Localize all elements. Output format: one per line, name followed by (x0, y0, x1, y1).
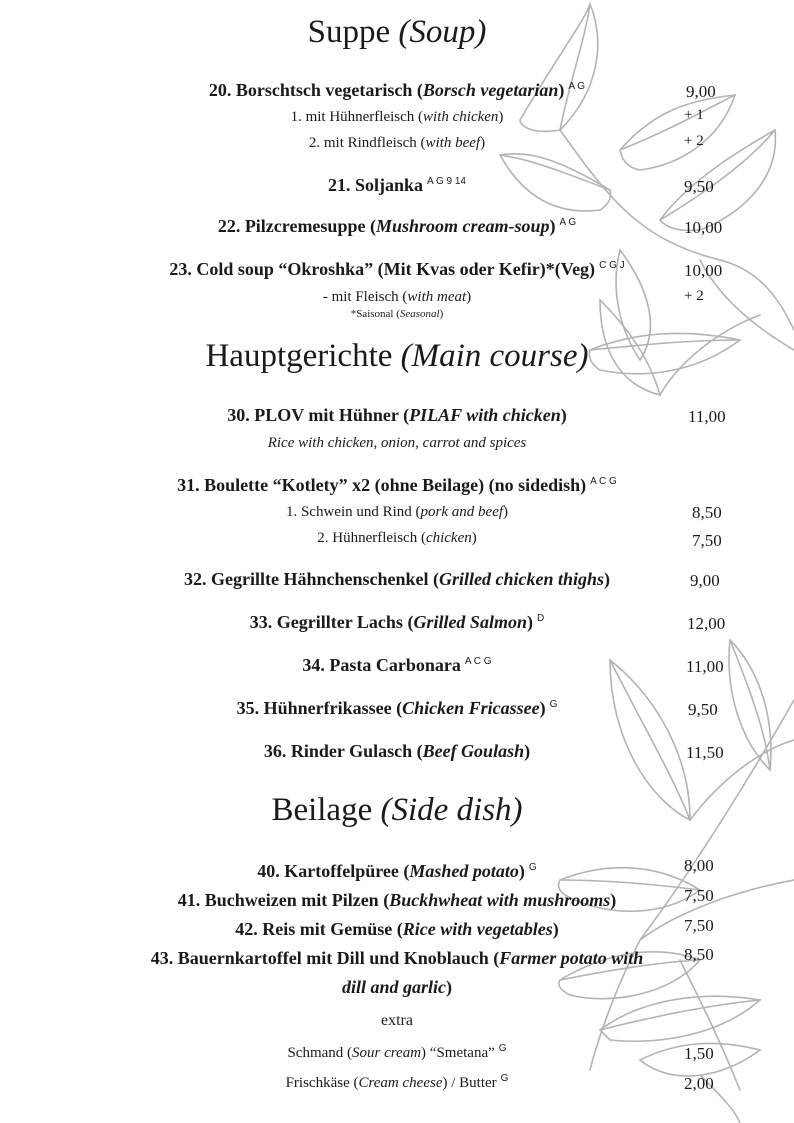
price-20: 9,00 (686, 82, 716, 101)
price-36: 11,50 (686, 743, 724, 762)
extra-item-cream-cheese: Frischkäse (Cream cheese) / Butter $^G$ (285, 1073, 509, 1091)
price-21: 9,50 (684, 177, 714, 196)
menu-item-36: 36. Rinder Gulasch (Beef Goulash) (263, 741, 531, 761)
price-30: 11,00 (688, 407, 726, 426)
price-31-pork-beef: 8,50 (692, 503, 722, 522)
menu-item-22: 22. Pilzcremesuppe (Mushroom cream-soup) $^{A G}$ (217, 216, 577, 236)
price-41: 7,50 (684, 886, 714, 905)
note-23-seasonal: *Saisonal (Seasonal) (350, 308, 444, 320)
menu-item-42: 42. Reis mit Gemüse (Rice with vegetables) (235, 919, 559, 939)
price-43: 8,50 (684, 945, 714, 964)
menu-item-31: 31. Boulette “Kotlety” x2 (ohne Beilage) (no sidedish) $^{A C G}$ (177, 475, 617, 495)
menu-item-23: 23. Cold soup “Okroshka” (Mit Kvas oder Kefir)*(Veg) $^{C G J}$ (169, 259, 625, 279)
extra-heading: extra (381, 1012, 413, 1029)
price-35: 9,50 (688, 700, 718, 719)
option-31-chicken: 2. Hühnerfleisch (chicken) (317, 530, 477, 546)
menu-item-20: 20. Borschtsch vegetarisch (Borsch vegetarian) $^{A G}$ (208, 80, 586, 100)
price-20-beef: + 2 (684, 133, 704, 149)
price-42: 7,50 (684, 916, 714, 935)
price-34: 11,00 (686, 657, 724, 676)
menu-item-43-line2: dill and garlic) (341, 977, 452, 997)
menu-item-34: 34. Pasta Carbonara $^{A C G}$ (302, 655, 492, 675)
menu-item-32: 32. Gegrillte Hähnchenschenkel (Grilled chicken thighs) (183, 569, 610, 589)
price-22: 10,00 (684, 218, 723, 237)
price-31-chicken: 7,50 (692, 531, 722, 550)
section-title-soup: Suppe (Soup) (307, 14, 487, 50)
price-23: 10,00 (684, 261, 723, 280)
extra-item-sour-cream: Schmand (Sour cream) “Smetana” $^G$ (287, 1043, 507, 1061)
option-20-beef: 2. mit Rindfleisch (with beef) (308, 135, 486, 151)
price-32: 9,00 (690, 571, 720, 590)
option-20-chicken: 1. mit Hühnerfleisch (with chicken) (290, 109, 504, 125)
price-20-chicken: + 1 (684, 107, 704, 123)
menu-item-33: 33. Gegrillter Lachs (Grilled Salmon) $^D$ (249, 612, 545, 632)
option-31-pork-beef: 1. Schwein und Rind (pork and beef) (285, 504, 509, 520)
price-sour-cream: 1,50 (684, 1044, 714, 1063)
price-33: 12,00 (687, 614, 726, 633)
price-23-meat: + 2 (684, 288, 704, 304)
price-40: 8,00 (684, 856, 714, 875)
option-23-meat: - mit Fleisch (with meat) (322, 289, 472, 305)
menu-item-40: 40. Kartoffelpüree (Mashed potato) $^G$ (257, 861, 537, 881)
menu-item-30: 30. PLOV mit Hühner (PILAF with chicken) (227, 405, 567, 425)
menu-item-35: 35. Hühnerfrikassee (Chicken Fricassee) $^G$ (236, 698, 558, 718)
menu-item-43: 43. Bauernkartoffel mit Dill und Knoblauch (Farmer potato with (150, 948, 644, 968)
menu-item-41: 41. Buchweizen mit Pilzen (Buckhwheat with mushrooms) (177, 890, 617, 910)
menu-item-21: 21. Soljanka $^{A G 9 14}$ (328, 175, 466, 195)
section-title-main: Hauptgerichte (Main course) (205, 338, 589, 374)
section-title-side: Beilage (Side dish) (271, 792, 523, 828)
price-cream-cheese: 2,00 (684, 1074, 714, 1093)
description-30: Rice with chicken, onion, carrot and spices (267, 435, 527, 451)
